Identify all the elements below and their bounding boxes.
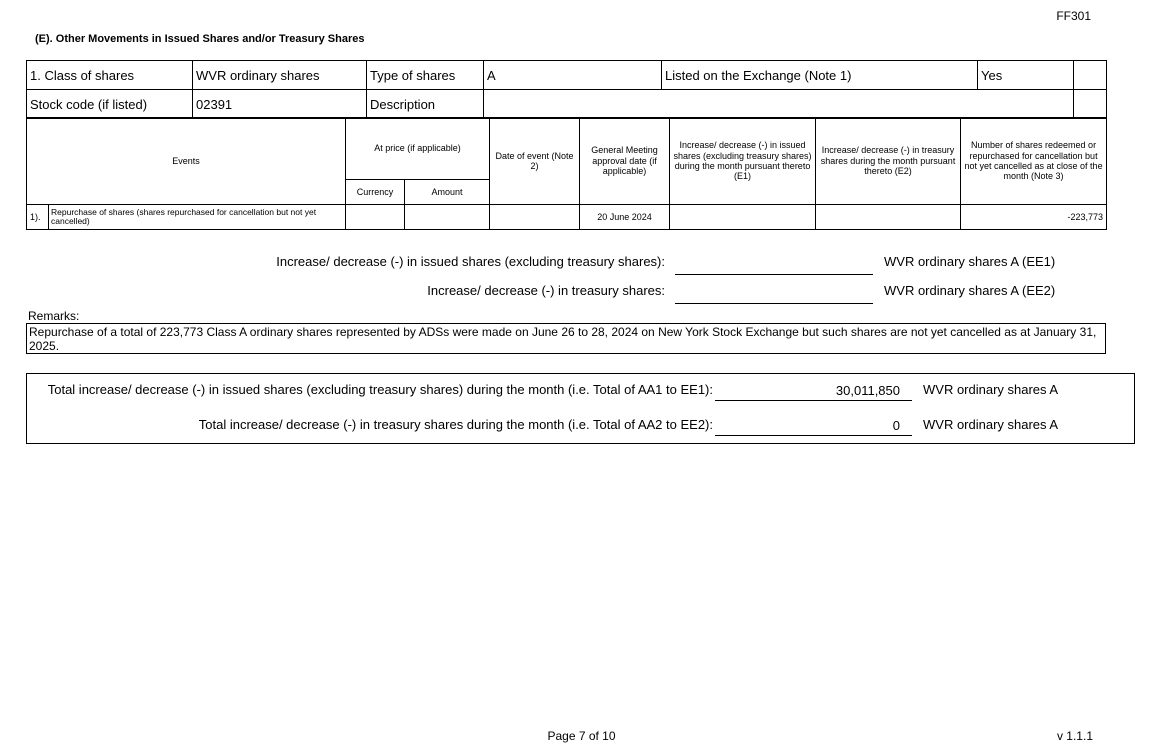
type-of-shares-label: Type of shares — [367, 61, 484, 90]
summary-issued-unit: WVR ordinary shares A (EE1) — [884, 254, 1056, 269]
listed-extra-cell — [1074, 61, 1107, 90]
type-of-shares-value: A — [484, 61, 662, 90]
header-amount: Amount — [405, 180, 490, 205]
total-treasury-value: 0 — [715, 416, 912, 436]
row-inc-dec-issued — [670, 205, 816, 230]
summary-treasury-label: Increase/ decrease (-) in treasury shares: — [427, 283, 665, 298]
events-table — [26, 117, 1107, 230]
version-label: v 1.1.1 — [1056, 729, 1093, 743]
header-inc-dec-issued: Increase/ decrease (-) in issued shares (excluding treasury shares) during the month pursuant thereto (E1) — [670, 118, 816, 205]
header-redeemed: Number of shares redeemed or repurchased for cancellation but not yet cancelled as at close of the month (Note 3) — [961, 118, 1107, 205]
header-date-of-event: Date of event (Note 2) — [490, 118, 580, 205]
header-events: Events — [27, 118, 346, 205]
table-row — [27, 205, 1107, 230]
section-title: (E). Other Movements in Issued Shares and/or Treasury Shares — [35, 33, 365, 45]
stock-code-label: Stock code (if listed) — [27, 90, 193, 119]
total-issued-label: Total increase/ decrease (-) in issued shares (excluding treasury shares) during the month (i.e. Total of AA1 to EE1): — [47, 382, 713, 397]
total-issued-value: 30,011,850 — [715, 381, 912, 401]
form-code: FF301 — [1056, 9, 1091, 23]
summary-treasury-unit: WVR ordinary shares A (EE2) — [884, 283, 1056, 298]
row-gm-approval: 20 June 2024 — [580, 205, 670, 230]
remarks-text: Repurchase of a total of 223,773 Class A ordinary shares represented by ADSs were made on June 26 to 28, 2024 on New York Stock Exchange but such shares are not yet cancelled as at January 31, 2025. — [26, 323, 1106, 354]
row-description: Repurchase of shares (shares repurchased for cancellation but not yet cancelled) — [49, 205, 346, 230]
header-gm-approval: General Meeting approval date (if applicable) — [580, 118, 670, 205]
row-date-of-event — [490, 205, 580, 230]
description-extra-cell — [1074, 90, 1107, 119]
summary-issued-value — [675, 256, 873, 275]
description-label: Description — [367, 90, 484, 119]
class-of-shares-value: WVR ordinary shares — [193, 61, 367, 90]
listed-value: Yes — [978, 61, 1074, 90]
remarks-label: Remarks: — [28, 309, 80, 323]
page-number: Page 7 of 10 — [547, 729, 616, 743]
row-index: 1). — [27, 205, 49, 230]
total-treasury-label: Total increase/ decrease (-) in treasury shares during the month (i.e. Total of AA2 to EE2): — [198, 417, 713, 432]
row-redeemed: -223,773 — [961, 205, 1107, 230]
header-currency: Currency — [346, 180, 405, 205]
stock-code-value: 02391 — [193, 90, 367, 119]
summary-issued-label: Increase/ decrease (-) in issued shares (excluding treasury shares): — [276, 254, 665, 269]
total-treasury-unit: WVR ordinary shares A — [923, 417, 1059, 432]
class-of-shares-label: 1. Class of shares — [27, 61, 193, 90]
summary-treasury-value — [675, 285, 873, 304]
description-value — [484, 90, 1074, 119]
total-issued-unit: WVR ordinary shares A — [923, 382, 1059, 397]
row-amount — [405, 205, 490, 230]
row-inc-dec-treasury — [816, 205, 961, 230]
header-at-price: At price (if applicable) — [346, 118, 490, 180]
listed-label: Listed on the Exchange (Note 1) — [662, 61, 978, 90]
share-info-table — [26, 60, 1107, 119]
header-inc-dec-treasury: Increase/ decrease (-) in treasury shares during the month pursuant thereto (E2) — [816, 118, 961, 205]
row-currency — [346, 205, 405, 230]
